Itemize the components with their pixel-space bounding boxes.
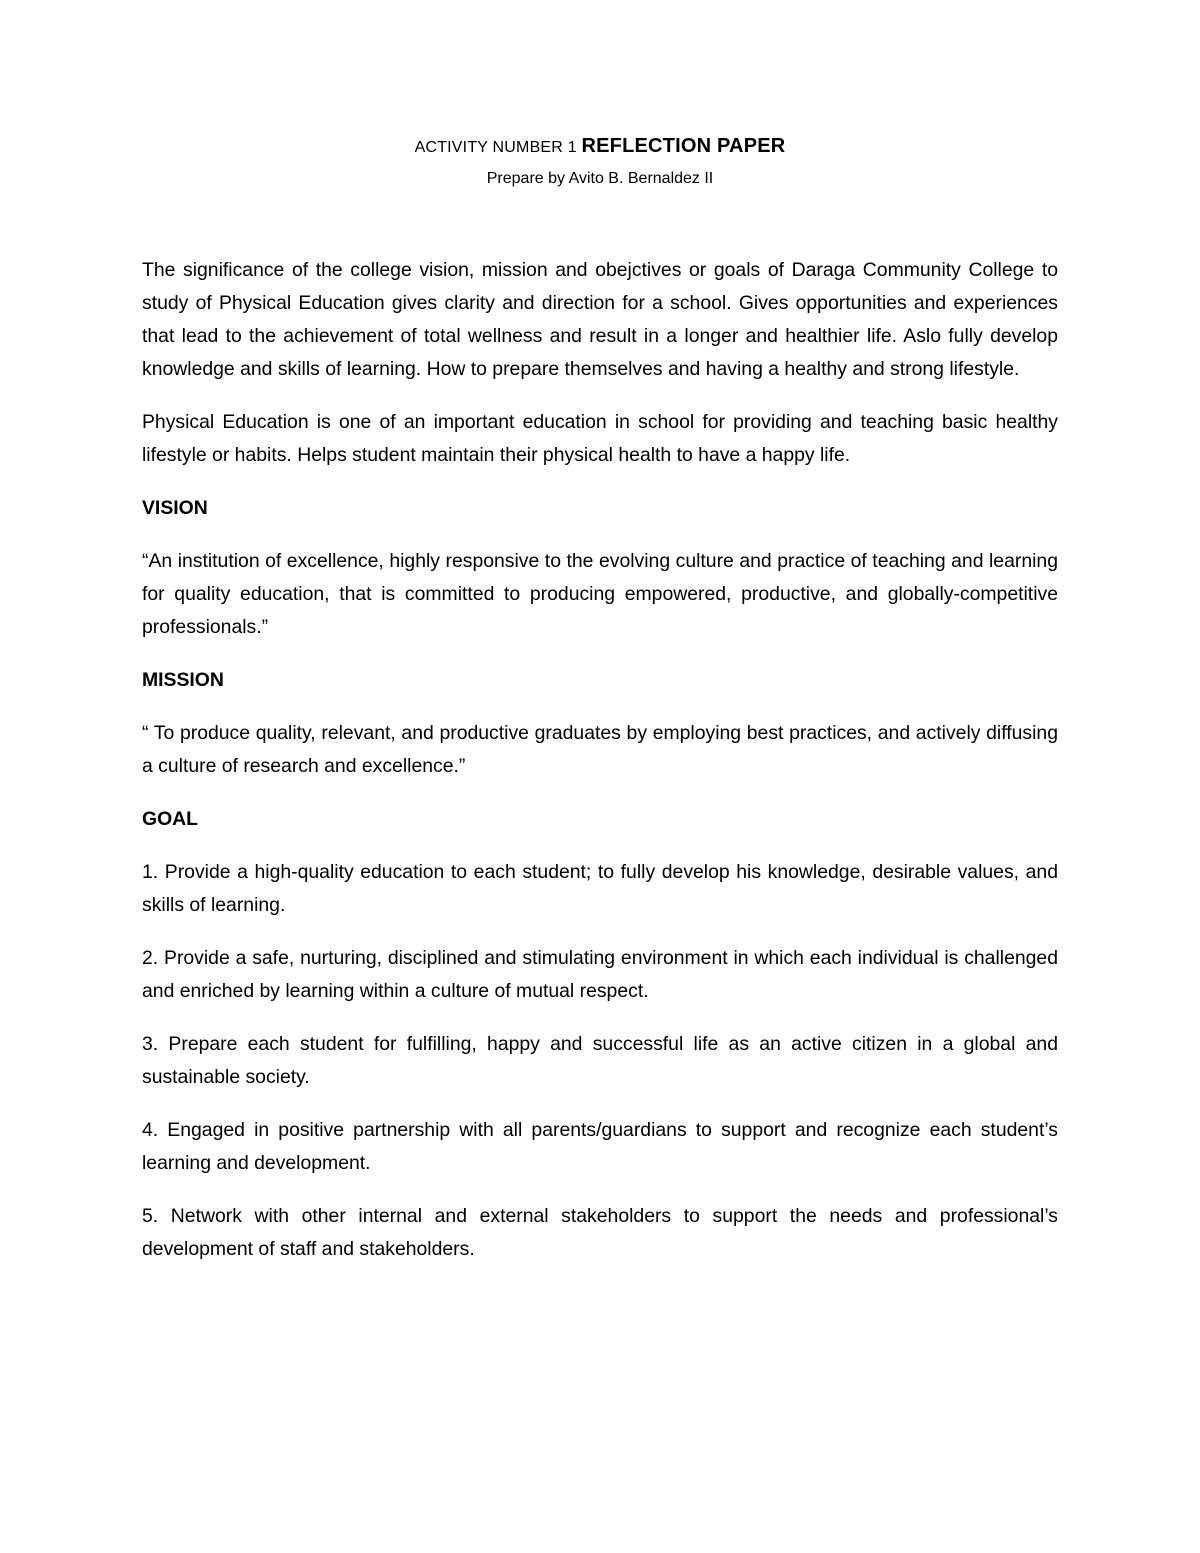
title-strong: REFLECTION PAPER: [581, 135, 786, 157]
intro-paragraph-1: The significance of the college vision, mission and obejctives or goals of Daraga Community College to study of Physical Education gives clarity and direction for a school. Gives opportunities and experiences that lead to the achievement of total wellness and result in a longer and healthier life. Aslo fully develop knowledge and skills of learning. How to prepare themselves and having a healthy and strong lifestyle.: [142, 259, 1058, 380]
goal-item-3: 3. Prepare each student for fulfilling, happy and successful life as an active citizen in a global and sustainable society.: [142, 1033, 1058, 1088]
vision-text: “An institution of excellence, highly responsive to the evolving culture and practice of teaching and learning for quality education, that is committed to producing empowered, productive, and globally-competitive professionals.”: [142, 550, 1058, 638]
mission-heading: MISSION: [142, 669, 224, 691]
goal-item-4: 4. Engaged in positive partnership with all parents/guardians to support and recognize each student’s learning and development.: [142, 1119, 1058, 1174]
goal-item-2: 2. Provide a safe, nurturing, disciplined and stimulating environment in which each individual is challenged and enriched by learning within a culture of mutual respect.: [142, 947, 1058, 1002]
document-title: [142, 128, 1058, 166]
intro-paragraph-2: Physical Education is one of an important education in school for providing and teaching basic healthy lifestyle or habits. Helps student maintain their physical health to have a happy life.: [142, 411, 1058, 466]
mission-text: “ To produce quality, relevant, and productive graduates by employing best practices, and actively diffusing a culture of research and excellence.”: [142, 722, 1058, 777]
vision-heading: VISION: [142, 497, 208, 519]
goal-item-5: 5. Network with other internal and external stakeholders to support the needs and professional’s development of staff and stakeholders.: [142, 1205, 1058, 1260]
document-content: [142, 128, 1058, 1266]
document-subtitle: Prepare by Avito B. Bernaldez II: [486, 170, 714, 187]
title-lead: ACTIVITY NUMBER 1: [414, 139, 577, 156]
goal-item-1: 1. Provide a high-quality education to each student; to fully develop his knowledge, desirable values, and skills of learning.: [142, 861, 1058, 916]
goal-heading: GOAL: [142, 808, 199, 830]
